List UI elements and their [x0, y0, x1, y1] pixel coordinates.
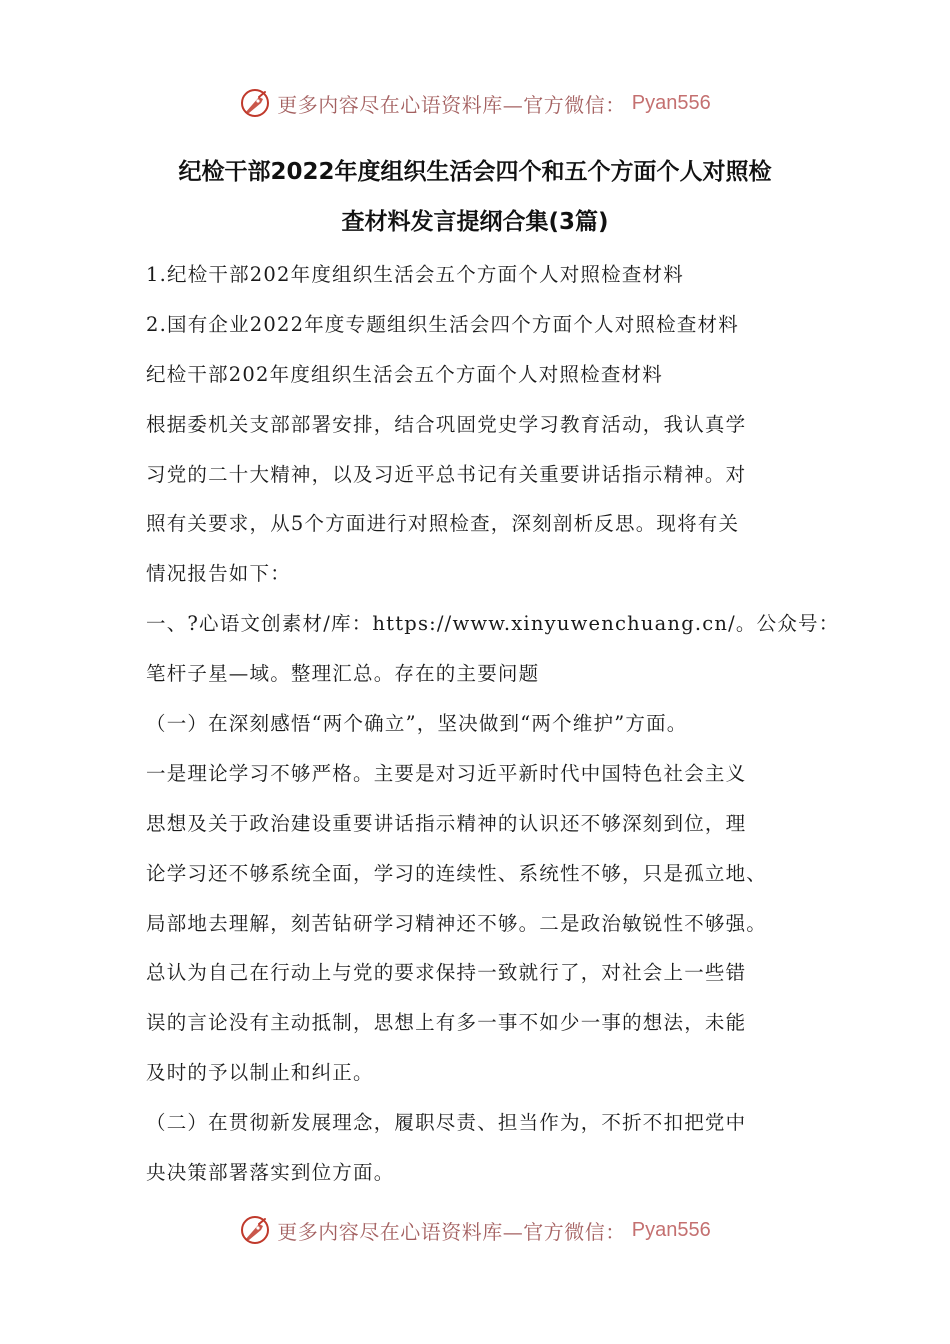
body-text-line: 论学习还不够系统全面，学习的连续性、系统性不够，只是孤立地、: [146, 861, 768, 885]
body-text-line: 根据委机关支部部署安排，结合巩固党史学习教育活动，我认真学: [146, 412, 747, 436]
toc-item-2: 2.国有企业2022年度专题组织生活会四个方面个人对照检查材料: [146, 312, 739, 336]
body-text-line: 局部地去理解，刻苦钻研学习精神还不够。二是政治敏锐性不够强。: [146, 911, 768, 935]
body-text-line: 情况报告如下：: [146, 562, 291, 586]
watermark-text: 更多内容尽在心语资料库—官方微信：: [277, 92, 626, 117]
document-title-line-1: 纪检干部2022年度组织生活会四个和五个方面个人对照检: [178, 159, 772, 185]
subsection-heading: （二）在贯彻新发展理念，履职尽责、担当作为，不折不扣把党中: [146, 1111, 747, 1135]
watermark-handle: Pyan556: [631, 1218, 711, 1241]
body-text-line: 及时的予以制止和纠正。: [146, 1061, 374, 1085]
section-heading: 纪检干部202年度组织生活会五个方面个人对照检查材料: [146, 362, 663, 386]
toc-item-1: 1.纪检干部202年度组织生活会五个方面个人对照检查材料: [146, 263, 684, 286]
body-text-line: 习党的二十大精神，以及习近平总书记有关重要讲话指示精神。对: [146, 462, 747, 486]
watermark-handle: Pyan556: [631, 91, 711, 114]
pen-nib-logo-icon: [239, 87, 271, 119]
subsection-heading: （一）在深刻感悟“两个确立”，坚决做到“两个维护”方面。: [146, 712, 688, 736]
body-text-line: 笔杆子星—域。整理汇总。存在的主要问题: [146, 662, 540, 686]
body-text-line: 总认为自己在行动上与党的要求保持一致就行了，对社会上一些错: [146, 961, 747, 985]
body-text-line: 照有关要求，从5个方面进行对照检查，深刻剖析反思。现将有关: [146, 512, 740, 536]
document-title-line-2: 查材料发言提纲合集(3篇): [341, 209, 609, 235]
body-text-line: 思想及关于政治建设重要讲话指示精神的认识还不够深刻到位，理: [146, 811, 747, 835]
watermark-banner-top: [0, 83, 950, 123]
watermark-banner-bottom: [0, 1210, 950, 1250]
body-text-line: 一是理论学习不够严格。主要是对习近平新时代中国特色社会主义: [146, 761, 747, 785]
body-text-line: 误的言论没有主动抵制，思想上有多一事不如少一事的想法，未能: [146, 1011, 747, 1035]
pen-nib-logo-icon: [239, 1214, 271, 1246]
document-body: [146, 250, 840, 1198]
body-text-line: 一、?心语文创素材/库：https://www.xinyuwenchuang.cn/。公众号：: [146, 612, 840, 636]
body-text-line: 央决策部署落实到位方面。: [146, 1161, 395, 1185]
watermark-text: 更多内容尽在心语资料库—官方微信：: [277, 1219, 626, 1244]
